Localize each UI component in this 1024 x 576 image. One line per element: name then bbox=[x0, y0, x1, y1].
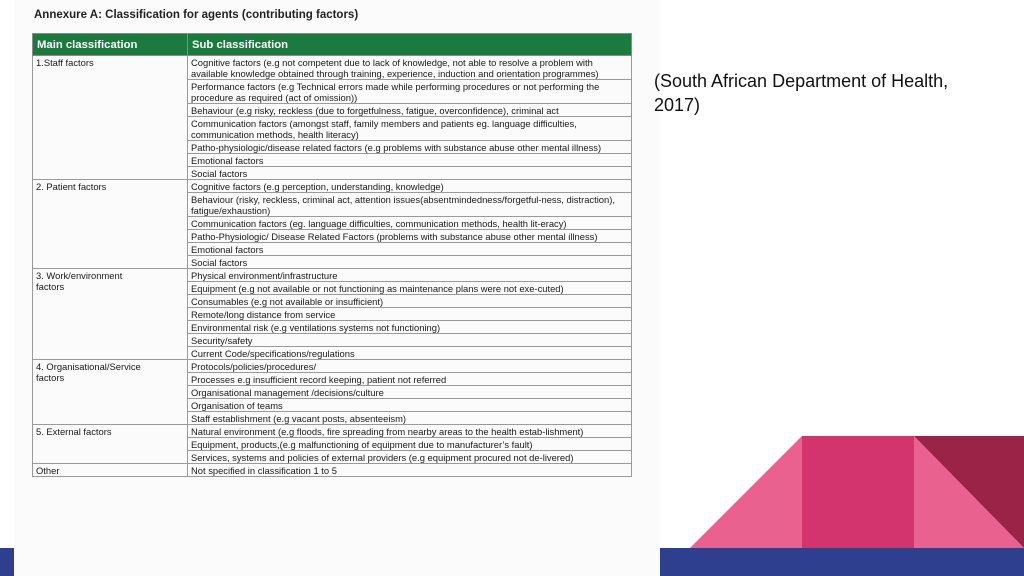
main-classification-cell bbox=[33, 425, 188, 464]
sub-classification-cell: Equipment (e.g not available or not functioning as maintenance plans were not exe-cuted) bbox=[188, 282, 632, 295]
sub-classification-cell: Equipment, products,(e.g malfunctioning of equipment due to manufacturer’s fault) bbox=[188, 438, 632, 451]
sub-classification-cell: Cognitive factors (e.g not competent due to lack of knowledge, not able to resolve a problem with available knowledge obtained through training, experience, induction and orientation programmes) bbox=[188, 56, 632, 80]
header-main-classification: Main classification bbox=[33, 34, 188, 56]
sub-classification-cell: Cognitive factors (e.g perception, understanding, knowledge) bbox=[188, 180, 632, 193]
sub-classification-cell: Social factors bbox=[188, 167, 632, 180]
sub-classification-cell: Behaviour (e.g risky, reckless (due to forgetfulness, fatigue, overconfidence), criminal act bbox=[188, 104, 632, 117]
sub-classification-cell: Communication factors (eg. language difficulties, communication methods, health lit-eracy) bbox=[188, 217, 632, 230]
sub-classification-cell: Physical environment/infrastructure bbox=[188, 269, 632, 282]
main-classification-label: 5. External factors bbox=[36, 426, 112, 437]
main-classification-label: 2. Patient factors bbox=[36, 181, 107, 192]
sub-classification-cell: Not specified in classification 1 to 5 bbox=[188, 464, 632, 477]
sub-classification-cell: Emotional factors bbox=[188, 243, 632, 256]
sub-classification-cell: Emotional factors bbox=[188, 154, 632, 167]
sub-classification-cell: Current Code/specifications/regulations bbox=[188, 347, 632, 360]
sub-classification-cell: Performance factors (e.g Technical errors made while performing procedures or not performing the procedure as required (act of omission)) bbox=[188, 80, 632, 104]
classification-table bbox=[32, 33, 632, 477]
sub-classification-cell: Consumables (e.g not available or insufficient) bbox=[188, 295, 632, 308]
bottom-band-left bbox=[0, 548, 14, 576]
main-classification-cell bbox=[33, 180, 188, 269]
document-image bbox=[14, 0, 660, 576]
main-classification-cell bbox=[33, 56, 188, 180]
sub-classification-cell: Patho-physiologic/disease related factors (e.g problems with substance abuse other mental illness) bbox=[188, 141, 632, 154]
table-body bbox=[33, 56, 632, 477]
deco-triangle-light bbox=[690, 436, 802, 548]
sub-classification-cell: Security/safety bbox=[188, 334, 632, 347]
sub-classification-cell: Organisation of teams bbox=[188, 399, 632, 412]
sub-classification-cell: Services, systems and policies of external providers (e.g equipment procured not de-livered) bbox=[188, 451, 632, 464]
main-classification-label: 1.Staff factors bbox=[36, 57, 94, 68]
sub-classification-cell: Protocols/policies/procedures/ bbox=[188, 360, 632, 373]
deco-rect-mid bbox=[802, 436, 914, 548]
sub-classification-cell: Behaviour (risky, reckless, criminal act, attention issues(absentmindedness/forgetful-ness, distraction), fatigue/exhaustion) bbox=[188, 193, 632, 217]
main-classification-label: Other bbox=[36, 465, 60, 476]
bottom-band-right bbox=[660, 548, 1024, 576]
decorative-triangles bbox=[690, 436, 1024, 548]
sub-classification-cell: Communication factors (amongst staff, family members and patients eg. language difficulties, communication methods, health literacy) bbox=[188, 117, 632, 141]
table-row bbox=[33, 56, 632, 80]
main-classification-cell bbox=[33, 360, 188, 425]
main-classification-label: 3. Work/environment factors bbox=[36, 270, 123, 292]
main-classification-label: 4. Organisational/Service factors bbox=[36, 361, 141, 383]
citation-text: (South African Department of Health, 2017) bbox=[654, 71, 949, 115]
sub-classification-cell: Environmental risk (e.g ventilations systems not functioning) bbox=[188, 321, 632, 334]
header-sub-classification: Sub classification bbox=[188, 34, 632, 56]
sub-classification-cell: Staff establishment (e.g vacant posts, absenteeism) bbox=[188, 412, 632, 425]
sub-classification-cell: Patho-Physiologic/ Disease Related Factors (problems with substance abuse other mental illness) bbox=[188, 230, 632, 243]
sub-classification-cell: Processes e.g insufficient record keeping, patient not referred bbox=[188, 373, 632, 386]
table-row bbox=[33, 180, 632, 193]
table-row bbox=[33, 360, 632, 373]
sub-classification-cell: Natural environment (e.g floods, fire spreading from nearby areas to the health estab-lishment) bbox=[188, 425, 632, 438]
sub-classification-cell: Remote/long distance from service bbox=[188, 308, 632, 321]
sub-classification-cell: Social factors bbox=[188, 256, 632, 269]
annexure-title: Annexure A: Classification for agents (contributing factors) bbox=[34, 9, 359, 21]
main-classification-cell bbox=[33, 269, 188, 360]
main-classification-cell bbox=[33, 464, 188, 477]
table-row bbox=[33, 269, 632, 282]
table-row bbox=[33, 464, 632, 477]
table-row bbox=[33, 425, 632, 438]
table-header-row bbox=[33, 34, 632, 56]
sub-classification-cell: Organisational management /decisions/culture bbox=[188, 386, 632, 399]
